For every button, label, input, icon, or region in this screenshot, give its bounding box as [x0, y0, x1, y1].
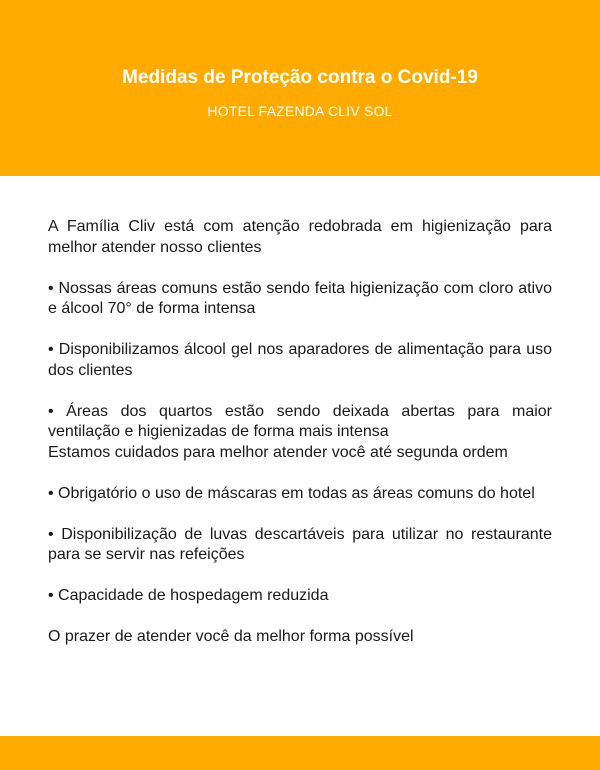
paragraph-line: • Áreas dos quartos estão sendo deixada abertas para maior ventilação e higienizadas de forma mais intensa — [48, 402, 552, 440]
hotel-name: HOTEL FAZENDA CLIV SOL — [207, 103, 393, 119]
bullet-common-areas — [48, 279, 552, 320]
paragraph-line: • Obrigatório o uso de máscaras em todas as áreas comuns do hotel — [48, 484, 535, 502]
paragraph-line: • Capacidade de hospedagem reduzida — [48, 587, 329, 604]
page-title: Medidas de Proteção contra o Covid-19 — [122, 67, 478, 88]
paragraph-line: • Nossas áreas comuns estão sendo feita higienização com cloro ativo e álcool 70° de forma intensa — [48, 279, 552, 317]
content-body — [48, 217, 552, 668]
footer-bar — [0, 736, 600, 770]
header-banner — [0, 0, 600, 176]
bullet-gloves — [48, 525, 552, 566]
paragraph-line: Estamos cuidados para melhor atender você até segunda ordem — [48, 443, 508, 461]
paragraph-line: A Família Cliv está com atenção redobrada em higienização para melhor atender nosso clientes — [48, 218, 552, 256]
paragraph-line: O prazer de atender você da melhor forma possível — [48, 628, 414, 645]
bullet-capacity — [48, 586, 552, 607]
paragraph-line: • Disponibilização de luvas descartáveis para utilizar no restaurante para se servir nas refeições — [48, 525, 552, 563]
bullet-rooms-ventilation — [48, 402, 552, 464]
paragraph-line: • Disponibilizamos álcool gel nos aparadores de alimentação para uso dos clientes — [48, 341, 552, 379]
closing-paragraph — [48, 627, 552, 648]
bullet-masks — [48, 484, 552, 505]
intro-paragraph — [48, 217, 552, 258]
bullet-alcohol-gel — [48, 340, 552, 381]
